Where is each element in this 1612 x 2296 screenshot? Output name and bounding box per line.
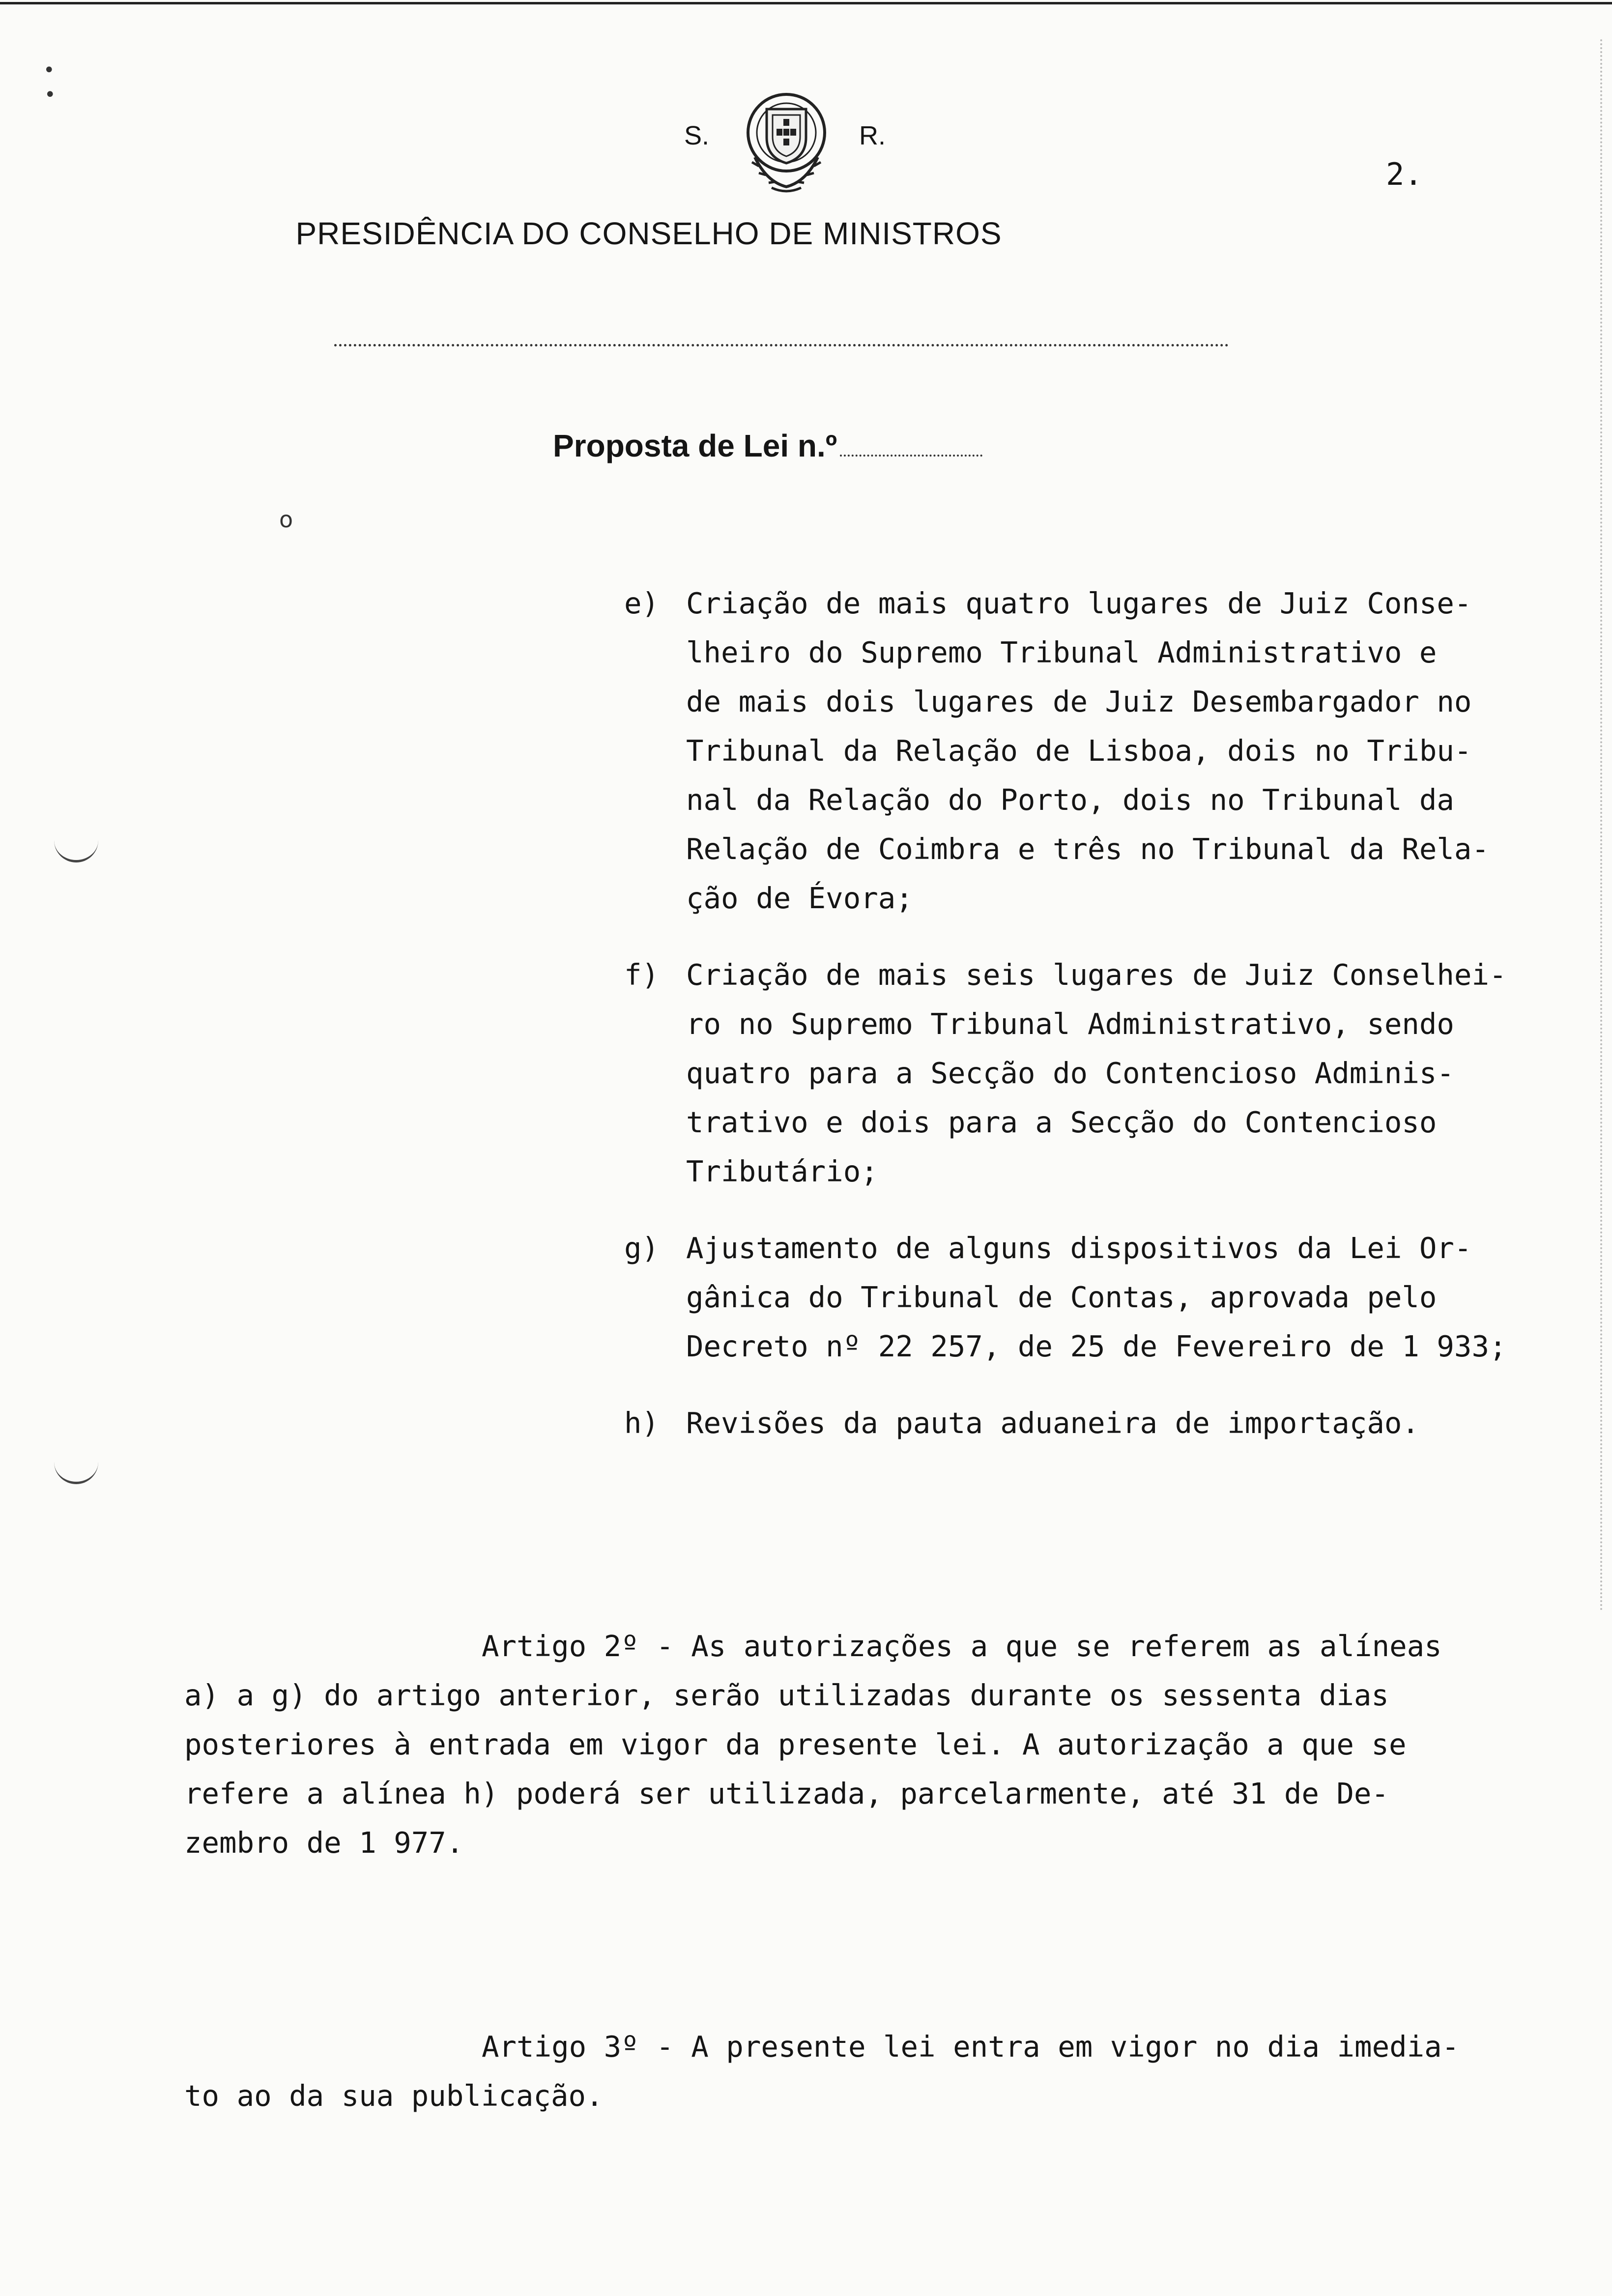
item-line: nal da Relação do Porto, dois no Tribunal da xyxy=(686,783,1454,817)
item-list xyxy=(624,579,1597,1475)
article-3 xyxy=(184,2022,1600,2121)
proposal-number-blank xyxy=(840,455,982,457)
institution-title: PRESIDÊNCIA DO CONSELHO DE MINISTROS xyxy=(295,216,1002,251)
list-item-f xyxy=(624,950,1597,1196)
article-2 xyxy=(184,1622,1600,1867)
proposal-title xyxy=(553,428,982,464)
item-line: Tributário; xyxy=(686,1154,878,1188)
item-line: quatro para a Secção do Contencioso Adminis- xyxy=(686,1056,1454,1090)
list-item-h xyxy=(624,1399,1597,1448)
stray-arc xyxy=(54,1462,98,1484)
item-line: Tribunal da Relação de Lisboa, dois no Tribu- xyxy=(686,734,1472,768)
letterhead-initial-r: R. xyxy=(859,121,886,150)
article-line: a) a g) do artigo anterior, serão utilizadas durante os sessenta dias xyxy=(184,1678,1389,1712)
article-line: to ao da sua publicação. xyxy=(184,2079,604,2113)
article-line: refere a alínea h) poderá ser utilizada, parcelarmente, até 31 de De- xyxy=(184,1777,1389,1810)
article-line: zembro de 1 977. xyxy=(184,1826,464,1860)
list-item-g xyxy=(624,1224,1597,1371)
item-line: de mais dois lugares de Juiz Desembargador no xyxy=(686,685,1472,718)
item-line: Decreto nº 22 257, de 25 de Fevereiro de 1 933; xyxy=(686,1329,1507,1363)
item-marker: h) xyxy=(624,1406,660,1440)
article-line: posteriores à entrada em vigor da presente lei. A autorização a que se xyxy=(184,1727,1407,1761)
item-line: trativo e dois para a Secção do Contencioso xyxy=(686,1105,1437,1139)
item-line: Ajustamento de alguns dispositivos da Lei Or- xyxy=(686,1231,1472,1265)
dotted-separator xyxy=(334,344,1229,346)
stray-arc xyxy=(54,840,98,862)
item-line: ro no Supremo Tribunal Administrativo, sendo xyxy=(686,1007,1454,1041)
stray-mark: • xyxy=(44,84,56,106)
item-line: lheiro do Supremo Tribunal Administrativo e xyxy=(686,635,1437,669)
item-line: Criação de mais quatro lugares de Juiz Conse- xyxy=(686,586,1472,620)
proposal-label: Proposta de Lei n.º xyxy=(553,428,837,463)
item-marker: f) xyxy=(624,958,660,992)
item-line: gânica do Tribunal de Contas, aprovada pelo xyxy=(686,1280,1437,1314)
list-item-e xyxy=(624,579,1597,923)
item-marker: g) xyxy=(624,1231,660,1265)
stray-mark: • xyxy=(43,59,55,82)
page-number: 2. xyxy=(1386,156,1423,192)
stray-mark: o xyxy=(279,506,293,533)
letterhead xyxy=(649,84,924,211)
article-line: Artigo 3º - A presente lei entra em vigor no dia imedia- xyxy=(482,2030,1460,2064)
top-border-rule xyxy=(0,2,1612,4)
item-line: ção de Évora; xyxy=(686,881,913,915)
article-line: Artigo 2º - As autorizações a que se referem as alíneas xyxy=(482,1629,1442,1663)
letterhead-initial-s: S. xyxy=(684,121,710,150)
item-line: Relação de Coimbra e três no Tribunal da Rela- xyxy=(686,832,1489,866)
item-marker: e) xyxy=(624,586,660,620)
coat-of-arms-icon xyxy=(737,84,835,197)
item-line: Criação de mais seis lugares de Juiz Conselhei- xyxy=(686,958,1507,992)
item-line: Revisões da pauta aduaneira de importação. xyxy=(686,1406,1419,1440)
